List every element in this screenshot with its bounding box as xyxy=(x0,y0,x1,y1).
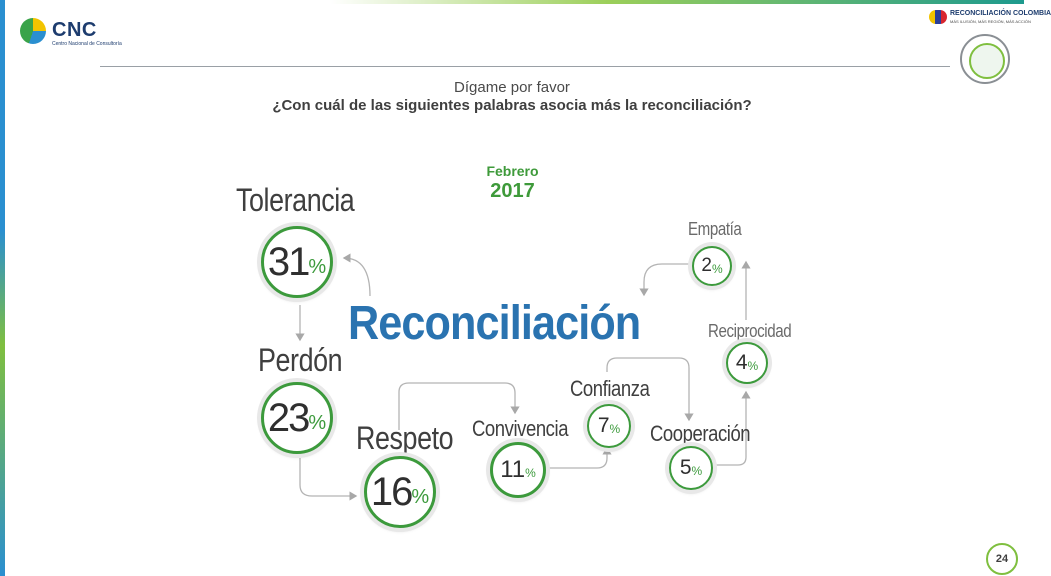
arrow-reconciliacion-to-tolerancia xyxy=(344,258,370,296)
arrow-empatia-to-reconciliacion xyxy=(644,264,690,295)
item-value-reciprocidad: 4 xyxy=(735,351,748,374)
page-number: 24 xyxy=(986,543,1018,575)
item-value-respeto: 16 xyxy=(370,469,412,514)
item-label-tolerancia: Tolerancia xyxy=(236,182,355,218)
item-unit-cooperacion: % xyxy=(691,464,703,478)
item-circle-reciprocidad xyxy=(726,342,768,384)
item-circle-confianza xyxy=(587,404,631,448)
arrow-perdon-to-respeto xyxy=(300,458,356,496)
item-label-respeto: Respeto xyxy=(356,420,454,456)
item-label-reciprocidad: Reciprocidad xyxy=(708,321,792,341)
cnc-brand-name: CNC xyxy=(52,19,97,41)
item-label-cooperacion: Cooperación xyxy=(650,421,751,446)
center-word: Reconciliación xyxy=(348,297,641,350)
cnc-brand-subtitle: Centro Nacional de Consultoría xyxy=(52,41,122,47)
item-circle-empatia xyxy=(692,246,732,286)
item-value-confianza: 7 xyxy=(597,414,610,437)
item-value-perdon: 23 xyxy=(267,395,309,440)
period-month: Febrero xyxy=(486,163,539,179)
item-circle-convivencia xyxy=(490,442,546,498)
item-label-perdon: Perdón xyxy=(258,342,343,378)
period-year: 2017 xyxy=(490,180,535,202)
item-circle-respeto xyxy=(364,456,436,528)
item-unit-tolerancia: % xyxy=(308,255,327,278)
reconciliacion-brand-name: RECONCILIACIÓN COLOMBIA xyxy=(950,10,1051,17)
arrow-convivencia-to-confianza xyxy=(549,448,607,468)
item-value-tolerancia: 31 xyxy=(267,239,309,284)
item-unit-respeto: % xyxy=(411,485,430,508)
item-value-convivencia: 11 xyxy=(500,456,526,483)
item-unit-perdon: % xyxy=(308,411,327,434)
reconciliacion-brand-tagline: MÁS ILUSIÓN, MÁS REGIÓN, MÁS ACCIÓN xyxy=(950,19,1031,24)
item-unit-convivencia: % xyxy=(525,466,536,480)
item-circle-tolerancia xyxy=(261,226,333,298)
item-label-empatia: Empatía xyxy=(688,219,742,239)
item-label-convivencia: Convivencia xyxy=(472,416,569,441)
item-value-cooperacion: 5 xyxy=(679,456,692,479)
item-unit-confianza: % xyxy=(609,422,621,436)
item-value-empatia: 2 xyxy=(701,255,712,276)
item-circle-cooperacion xyxy=(669,446,713,490)
item-label-confianza: Confianza xyxy=(570,376,650,401)
item-unit-empatia: % xyxy=(711,262,723,276)
item-circle-perdon xyxy=(261,382,333,454)
item-unit-reciprocidad: % xyxy=(747,359,759,373)
question-text: ¿Con cuál de las siguientes palabras asocia más la reconciliación? xyxy=(272,97,752,114)
question-intro: Dígame por favor xyxy=(454,79,570,96)
